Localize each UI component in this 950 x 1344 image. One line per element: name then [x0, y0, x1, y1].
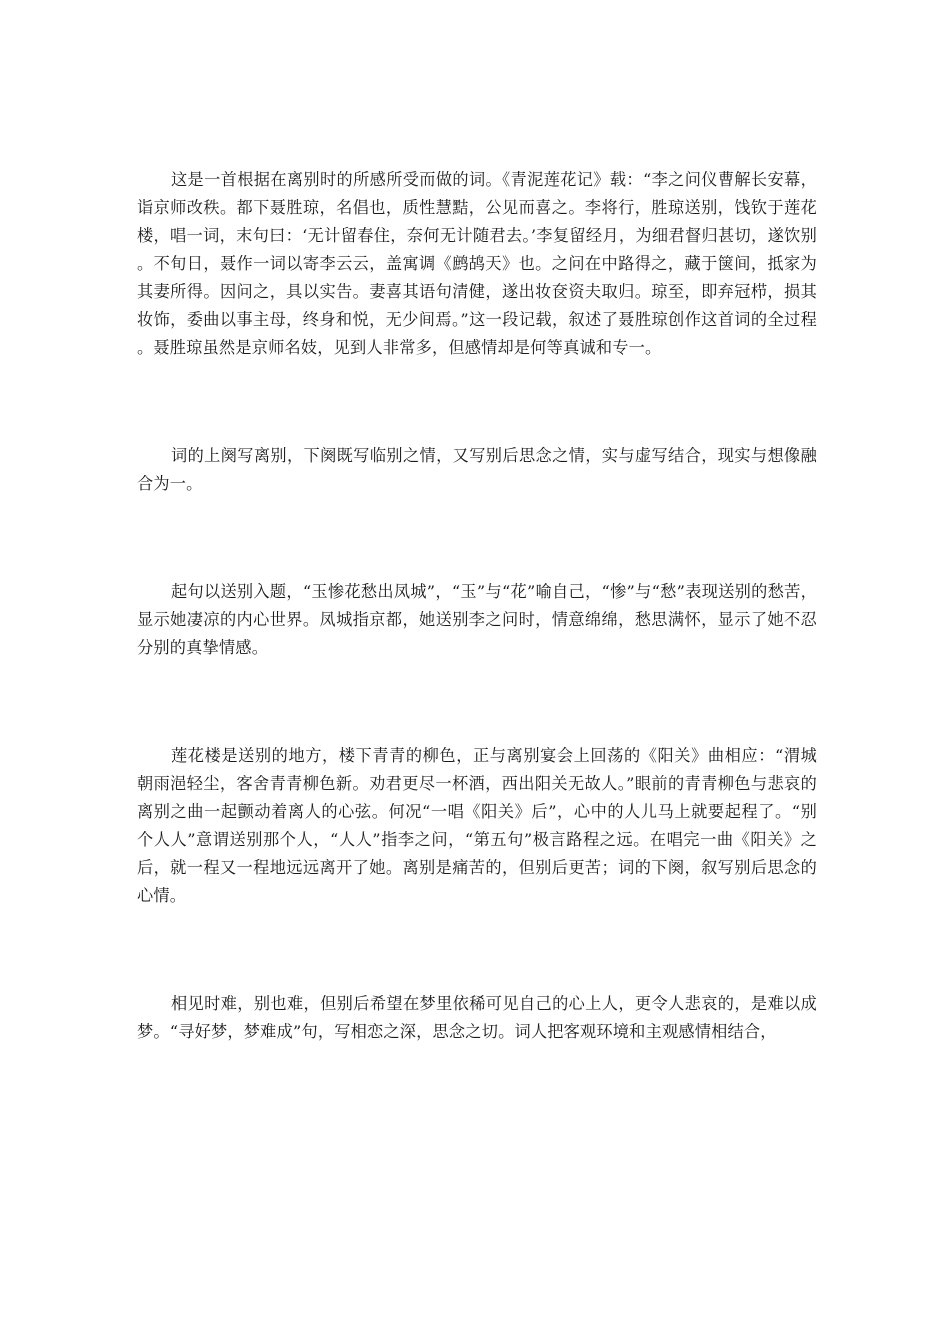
- document-body: [137, 166, 817, 1046]
- paragraph-2: 词的上阕写离别，下阕既写临别之情，又写别后思念之情，实与虚写结合，现实与想像融合为一。: [137, 446, 817, 493]
- paragraph-5: 相见时难，别也难，但别后希望在梦里依稀可见自己的心上人，更令人悲哀的，是难以成梦。“寻好梦，梦难成”句，写相恋之深，思念之切。词人把客观环境和主观感情相结合，: [137, 994, 817, 1041]
- paragraph-3: 起句以送别入题，“玉惨花愁出凤城”，“玉”与“花”喻自己，“惨”与“愁”表现送别的愁苦，显示她凄凉的内心世界。凤城指京都，她送别李之问时，情意绵绵，愁思满怀，显示了她不忍分别的真挚情感。: [137, 582, 817, 657]
- paragraph-4: 莲花楼是送别的地方，楼下青青的柳色，正与离别宴会上回荡的《阳关》曲相应：“渭城朝雨浥轻尘，客舍青青柳色新。劝君更尽一杯酒，西出阳关无故人。”眼前的青青柳色与悲哀的离别之曲一起颤动着离人的心弦。何况“一唱《阳关》后”，心中的人儿马上就要起程了。“别个人人”意谓送别那个人，“人人”指李之问，“第五句”极言路程之远。在唱完一曲《阳关》之后，就一程又一程地远远离开了她。离别是痛苦的，但别后更苦；词的下阕，叙写别后思念的心情。: [137, 746, 817, 905]
- paragraph-1: 这是一首根据在离别时的所感所受而做的词。《青泥莲花记》载：“李之问仪曹解长安幕，诣京师改秩。都下聂胜琼，名倡也，质性慧黠，公见而喜之。李将行，胜琼送别，饯钦于莲花楼，唱一词，末句曰：‘无计留春住，奈何无计随君去。’李复留经月，为细君督归甚切，遂饮别。不旬日，聂作一词以寄李云云，盖寓调《鹧鸪天》也。之问在中路得之，藏于箧间，抵家为其妻所得。因问之，具以实告。妻喜其语句清健，遂出妆奁资夫取归。琼至，即弃冠栉，损其妆饰，委曲以事主母，终身和悦，无少间焉。”这一段记载，叙述了聂胜琼创作这首词的全过程。聂胜琼虽然是京师名妓，见到人非常多，但感情却是何等真诚和专一。: [137, 170, 817, 357]
